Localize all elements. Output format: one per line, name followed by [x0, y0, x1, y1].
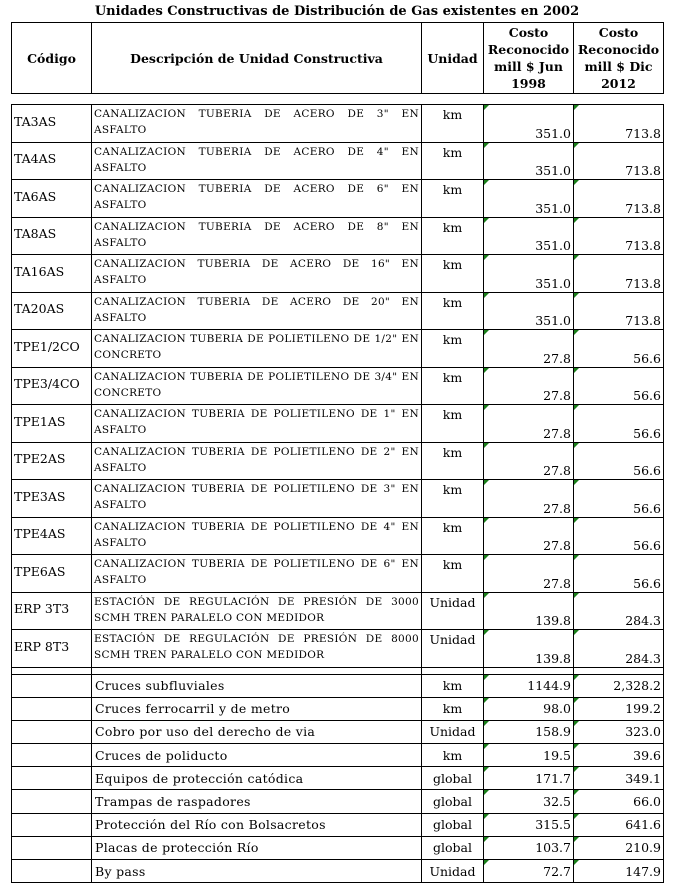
- code-text: TPE6AS: [14, 563, 66, 579]
- unit-cell: km: [422, 255, 484, 293]
- header-cost-2012: Costo Reconocido mill $ Dic 2012: [574, 23, 664, 94]
- cost-1998-cell: 351.0: [484, 105, 574, 143]
- code-cell: [12, 180, 92, 218]
- code-text: TPE2AS: [14, 451, 66, 467]
- table-row: [12, 255, 664, 293]
- unit-cell: km: [422, 367, 484, 405]
- cost-2012-cell: 147.9: [574, 860, 664, 883]
- code-cell: [12, 720, 92, 743]
- cost-1998-cell: 139.8: [484, 630, 574, 668]
- cost-2012-cell: 56.6: [574, 517, 664, 555]
- unit-cell: global: [422, 813, 484, 836]
- cost-1998-cell: 98.0: [484, 697, 574, 720]
- cost-2012-cell: 284.3: [574, 630, 664, 668]
- cost-2012-cell: 713.8: [574, 292, 664, 330]
- code-cell: [12, 142, 92, 180]
- code-cell: [12, 330, 92, 368]
- description-cell: Trampas de raspadores: [92, 790, 422, 813]
- cost-2012-cell: 284.3: [574, 592, 664, 630]
- cost-2012-cell: 210.9: [574, 836, 664, 859]
- code-text: TA3AS: [14, 113, 57, 129]
- code-cell: [12, 697, 92, 720]
- unit-cell: km: [422, 674, 484, 697]
- code-cell: [12, 217, 92, 255]
- cost-2012-cell: 713.8: [574, 142, 664, 180]
- code-text: TA6AS: [14, 188, 57, 204]
- unit-cell: km: [422, 697, 484, 720]
- code-cell: [12, 790, 92, 813]
- table-row: [12, 836, 664, 859]
- cost-2012-cell: 349.1: [574, 767, 664, 790]
- code-text: TA8AS: [14, 226, 57, 242]
- code-cell: [12, 813, 92, 836]
- unit-cell: Unidad: [422, 720, 484, 743]
- unit-cell: km: [422, 330, 484, 368]
- unit-cell: km: [422, 442, 484, 480]
- code-text: TPE3/4CO: [14, 376, 80, 392]
- unit-cell: km: [422, 405, 484, 443]
- unit-cell: km: [422, 480, 484, 518]
- table-row: [12, 592, 664, 630]
- unit-cell: km: [422, 555, 484, 593]
- description-cell: Cruces de poliducto: [92, 744, 422, 767]
- description-cell: ESTACIÓN DE REGULACIÓN DE PRESIÓN DE 8000 SCMH TREN PARALELO CON MEDIDOR: [92, 630, 422, 668]
- unit-cell: km: [422, 180, 484, 218]
- code-cell: [12, 480, 92, 518]
- cost-1998-cell: 351.0: [484, 217, 574, 255]
- description-cell: CANALIZACION TUBERIA DE POLIETILENO DE 4" EN ASFALTO: [92, 517, 422, 555]
- cost-2012-cell: 66.0: [574, 790, 664, 813]
- code-cell: [12, 744, 92, 767]
- cost-2012-cell: 641.6: [574, 813, 664, 836]
- description-cell: CANALIZACION TUBERIA DE ACERO DE 4" EN ASFALTO: [92, 142, 422, 180]
- description-cell: CANALIZACION TUBERIA DE POLIETILENO DE 2" EN ASFALTO: [92, 442, 422, 480]
- cost-2012-cell: 56.6: [574, 555, 664, 593]
- description-cell: CANALIZACION TUBERIA DE ACERO DE 16" EN ASFALTO: [92, 255, 422, 293]
- table-row: [12, 405, 664, 443]
- unit-cell: Unidad: [422, 860, 484, 883]
- table-row: [12, 860, 664, 883]
- cost-2012-cell: 323.0: [574, 720, 664, 743]
- cost-1998-cell: 19.5: [484, 744, 574, 767]
- cost-1998-cell: 27.8: [484, 330, 574, 368]
- cost-2012-cell: 56.6: [574, 442, 664, 480]
- cost-2012-cell: 713.8: [574, 217, 664, 255]
- unit-cell: km: [422, 105, 484, 143]
- table-row: [12, 790, 664, 813]
- cost-2012-cell: 56.6: [574, 330, 664, 368]
- code-cell: [12, 292, 92, 330]
- header-row: [12, 23, 664, 94]
- table-row: [12, 697, 664, 720]
- separator-cell: [484, 667, 574, 674]
- code-cell: [12, 592, 92, 630]
- table-row: [12, 480, 664, 518]
- header-unit: Unidad: [422, 23, 484, 94]
- header-description: Descripción de Unidad Constructiva: [92, 23, 422, 94]
- code-cell: [12, 836, 92, 859]
- separator-cell: [12, 667, 92, 674]
- code-cell: [12, 255, 92, 293]
- separator-cell: [422, 667, 484, 674]
- table-row: [12, 142, 664, 180]
- description-cell: Equipos de protección catódica: [92, 767, 422, 790]
- description-cell: CANALIZACION TUBERIA DE POLIETILENO DE 3/4" EN CONCRETO: [92, 367, 422, 405]
- table-row: [12, 517, 664, 555]
- cost-2012-cell: 56.6: [574, 480, 664, 518]
- description-cell: ESTACIÓN DE REGULACIÓN DE PRESIÓN DE 3000 SCMH TREN PARALELO CON MEDIDOR: [92, 592, 422, 630]
- header-code: Código: [12, 23, 92, 94]
- unit-cell: km: [422, 217, 484, 255]
- unit-cell: global: [422, 836, 484, 859]
- cost-1998-cell: 315.5: [484, 813, 574, 836]
- table-title: Unidades Constructivas de Distribución de Gas existentes en 2002: [94, 4, 580, 19]
- spacer-row: [12, 94, 664, 105]
- code-text: ERP 8T3: [14, 638, 70, 654]
- description-cell: CANALIZACION TUBERIA DE ACERO DE 8" EN ASFALTO: [92, 217, 422, 255]
- code-cell: [12, 674, 92, 697]
- description-cell: Cruces ferrocarril y de metro: [92, 697, 422, 720]
- description-cell: CANALIZACION TUBERIA DE ACERO DE 6" EN ASFALTO: [92, 180, 422, 218]
- code-cell: [12, 105, 92, 143]
- unit-cell: km: [422, 517, 484, 555]
- code-text: ERP 3T3: [14, 601, 70, 617]
- unit-cell: Unidad: [422, 630, 484, 668]
- table-row: [12, 744, 664, 767]
- table-row: [12, 674, 664, 697]
- description-cell: By pass: [92, 860, 422, 883]
- code-text: TPE3AS: [14, 488, 66, 504]
- cost-2012-cell: 713.8: [574, 105, 664, 143]
- table-row: [12, 555, 664, 593]
- description-cell: CANALIZACION TUBERIA DE POLIETILENO DE 1" EN ASFALTO: [92, 405, 422, 443]
- table-row: [12, 630, 664, 668]
- code-cell: [12, 517, 92, 555]
- description-cell: CANALIZACION TUBERIA DE ACERO DE 3" EN ASFALTO: [92, 105, 422, 143]
- description-cell: Cobro por uso del derecho de via: [92, 720, 422, 743]
- table-row: [12, 720, 664, 743]
- cost-2012-cell: 199.2: [574, 697, 664, 720]
- separator-cell: [92, 667, 422, 674]
- code-cell: [12, 405, 92, 443]
- description-cell: Placas de protección Río: [92, 836, 422, 859]
- cost-1998-cell: 27.8: [484, 555, 574, 593]
- table-row: [12, 367, 664, 405]
- code-text: TPE1AS: [14, 413, 66, 429]
- cost-1998-cell: 1144.9: [484, 674, 574, 697]
- description-cell: Cruces subfluviales: [92, 674, 422, 697]
- code-text: TA4AS: [14, 151, 57, 167]
- code-text: TPE1/2CO: [14, 338, 80, 354]
- unit-cell: km: [422, 292, 484, 330]
- code-text: TA20AS: [14, 301, 65, 317]
- cost-2012-cell: 39.6: [574, 744, 664, 767]
- cost-1998-cell: 139.8: [484, 592, 574, 630]
- code-cell: [12, 767, 92, 790]
- cost-1998-cell: 158.9: [484, 720, 574, 743]
- code-text: TA16AS: [14, 263, 65, 279]
- code-cell: [12, 630, 92, 668]
- code-cell: [12, 860, 92, 883]
- cost-1998-cell: 32.5: [484, 790, 574, 813]
- description-cell: CANALIZACION TUBERIA DE ACERO DE 20" EN ASFALTO: [92, 292, 422, 330]
- unit-cell: km: [422, 744, 484, 767]
- cost-1998-cell: 351.0: [484, 142, 574, 180]
- cost-1998-cell: 27.8: [484, 405, 574, 443]
- cost-1998-cell: 27.8: [484, 367, 574, 405]
- cost-1998-cell: 27.8: [484, 480, 574, 518]
- cost-2012-cell: 2,328.2: [574, 674, 664, 697]
- table-row: [12, 292, 664, 330]
- code-cell: [12, 367, 92, 405]
- cost-1998-cell: 27.8: [484, 517, 574, 555]
- table-row: [12, 767, 664, 790]
- unit-cell: global: [422, 767, 484, 790]
- table-row: [12, 105, 664, 143]
- cost-1998-cell: 27.8: [484, 442, 574, 480]
- unit-cell: km: [422, 142, 484, 180]
- separator-cell: [574, 667, 664, 674]
- code-cell: [12, 555, 92, 593]
- table-row: [12, 442, 664, 480]
- cost-2012-cell: 56.6: [574, 367, 664, 405]
- cost-1998-cell: 72.7: [484, 860, 574, 883]
- cost-2012-cell: 713.8: [574, 180, 664, 218]
- unit-cell: global: [422, 790, 484, 813]
- description-cell: CANALIZACION TUBERIA DE POLIETILENO DE 3" EN ASFALTO: [92, 480, 422, 518]
- table-row: [12, 217, 664, 255]
- table-row: [12, 813, 664, 836]
- code-text: TPE4AS: [14, 526, 66, 542]
- cost-1998-cell: 351.0: [484, 180, 574, 218]
- cost-1998-cell: 103.7: [484, 836, 574, 859]
- table-body: [12, 94, 664, 883]
- description-cell: CANALIZACION TUBERIA DE POLIETILENO DE 1/2" EN CONCRETO: [92, 330, 422, 368]
- table-row: [12, 180, 664, 218]
- cost-2012-cell: 713.8: [574, 255, 664, 293]
- description-cell: CANALIZACION TUBERIA DE POLIETILENO DE 6" EN ASFALTO: [92, 555, 422, 593]
- separator-row: [12, 667, 664, 674]
- header-cost-1998: Costo Reconocido mill $ Jun 1998: [484, 23, 574, 94]
- description-cell: Protección del Río con Bolsacretos: [92, 813, 422, 836]
- gas-units-table: [11, 22, 664, 883]
- cost-1998-cell: 351.0: [484, 292, 574, 330]
- cost-1998-cell: 351.0: [484, 255, 574, 293]
- unit-cell: Unidad: [422, 592, 484, 630]
- cost-2012-cell: 56.6: [574, 405, 664, 443]
- cost-1998-cell: 171.7: [484, 767, 574, 790]
- code-cell: [12, 442, 92, 480]
- table-row: [12, 330, 664, 368]
